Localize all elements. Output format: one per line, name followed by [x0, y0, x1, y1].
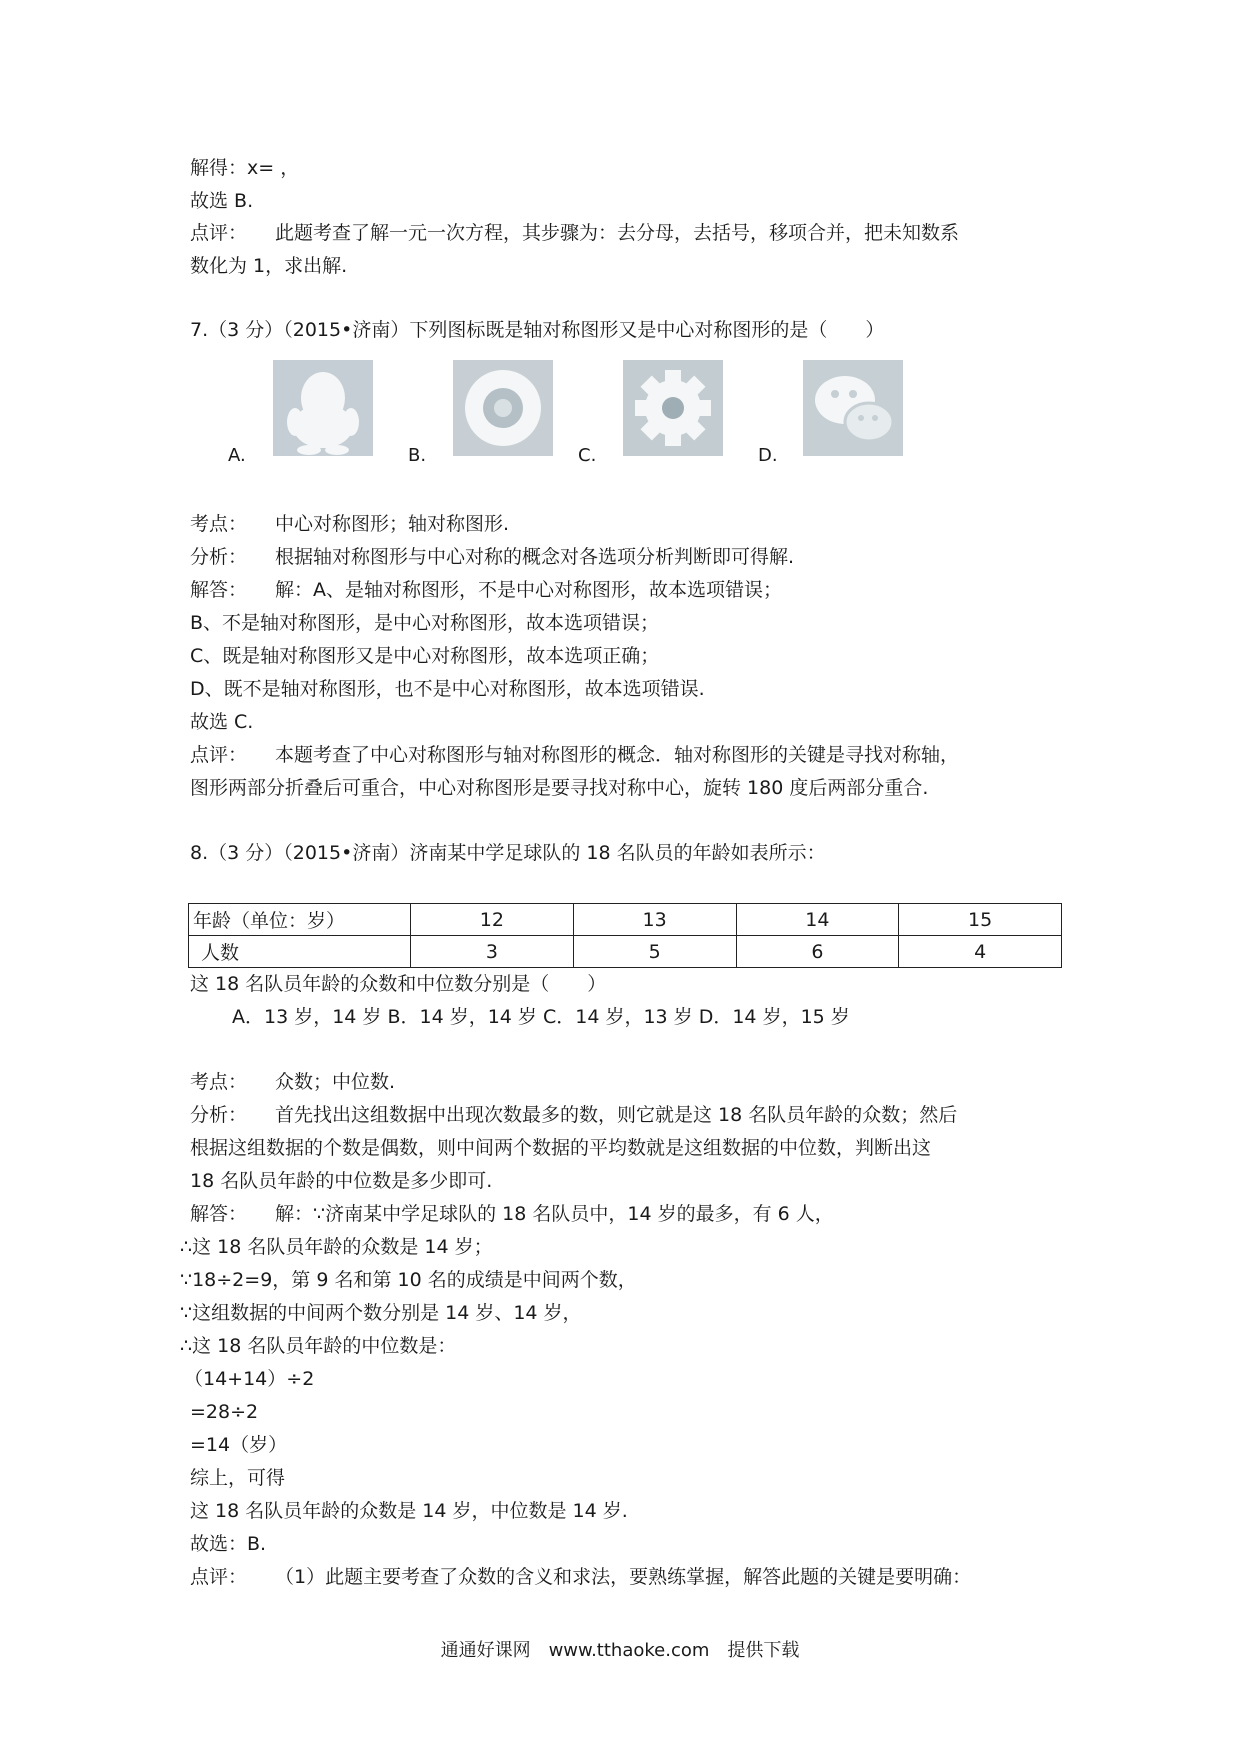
q7-options — [190, 360, 950, 470]
q6-comment-line — [190, 221, 959, 245]
q7-stem: 7.（3 分）（2015•济南）下列图标既是轴对称图形又是中心对称图形的是（ ） — [190, 319, 885, 341]
table-header-cell: 人数 — [189, 936, 411, 968]
q6-answer-line: 故选 B. — [190, 190, 254, 212]
q7-solution-line: D、既不是轴对称图形，也不是中心对称图形，故本选项错误. — [190, 678, 705, 700]
table-row — [189, 936, 1062, 968]
dianping-label: 点评： — [190, 744, 248, 766]
q8-jieda — [190, 1202, 834, 1226]
dianping-text: 本题考查了中心对称图形与轴对称图形的概念．轴对称图形的关键是寻找对称轴， — [275, 744, 960, 766]
q8-fenxi — [190, 1103, 957, 1127]
q8-fenxi-line-2: 根据这组数据的个数是偶数，则中间两个数据的平均数就是这组数据的中位数，判断出这 — [190, 1137, 932, 1159]
table-cell: 4 — [899, 936, 1062, 968]
table-cell: 14 — [736, 904, 899, 936]
kaodian-label: 考点： — [190, 1071, 248, 1093]
table-cell: 5 — [573, 936, 736, 968]
fenxi-text: 首先找出这组数据中出现次数最多的数，则它就是这 18 名队员年龄的众数；然后 — [275, 1104, 958, 1126]
fenxi-label: 分析： — [190, 546, 248, 568]
q8-solution-line: =28÷2 — [190, 1401, 259, 1423]
penguin-icon — [273, 360, 373, 456]
dianping-text: （1）此题主要考查了众数的含义和求法，要熟练掌握，解答此题的关键是要明确： — [275, 1566, 972, 1588]
table-cell: 15 — [899, 904, 1062, 936]
comment-label: 点评： — [190, 222, 248, 244]
table-header-cell: 年龄（单位：岁） — [189, 904, 411, 936]
jieda-text: 解：A、是轴对称图形，不是中心对称图形，故本选项错误； — [275, 579, 783, 601]
q8-solution-line: ∴这 18 名队员年龄的众数是 14 岁； — [180, 1236, 493, 1258]
gear-icon — [623, 360, 723, 456]
chat-bubbles-icon — [803, 360, 903, 456]
q8-question: 这 18 名队员年龄的众数和中位数分别是（ ） — [190, 973, 607, 995]
option-label: C. — [578, 445, 597, 466]
page-footer: 通通好课网 www.tthaoke.com 提供下载 — [440, 1640, 800, 1661]
q7-fenxi — [190, 545, 794, 569]
q7-jieda — [190, 578, 782, 602]
q8-stem: 8.（3 分）（2015•济南）济南某中学足球队的 18 名队员的年龄如表所示： — [190, 842, 826, 864]
fenxi-text: 根据轴对称图形与中心对称的概念对各选项分析判断即可得解. — [275, 546, 795, 568]
q6-solution-line: 解得：x= ， — [190, 157, 300, 179]
dianping-label: 点评： — [190, 1566, 248, 1588]
q7-dianping — [190, 743, 959, 767]
q8-kaodian — [190, 1070, 395, 1094]
table-cell: 6 — [736, 936, 899, 968]
q8-dianping — [190, 1565, 971, 1589]
kaodian-text: 众数；中位数. — [275, 1071, 396, 1093]
table-row — [189, 904, 1062, 936]
q7-solution-line: C、既是轴对称图形又是中心对称图形，故本选项正确； — [190, 645, 660, 667]
kaodian-text: 中心对称图形；轴对称图形. — [275, 513, 510, 535]
option-label: A. — [228, 445, 246, 466]
option-label: D. — [758, 445, 778, 466]
q8-answer-line: 故选：B. — [190, 1533, 267, 1555]
table-cell: 13 — [573, 904, 736, 936]
jieda-label: 解答： — [190, 1203, 248, 1225]
q8-solution-line: ∴这 18 名队员年龄的中位数是： — [180, 1335, 457, 1357]
q7-solution-line: B、不是轴对称图形，是中心对称图形，故本选项错误； — [190, 612, 660, 634]
q7-answer-line: 故选 C. — [190, 711, 254, 733]
aperture-ring-icon — [453, 360, 553, 456]
fenxi-label: 分析： — [190, 1104, 248, 1126]
q7-dianping-line-2: 图形两部分折叠后可重合，中心对称图形是要寻找对称中心，旋转 180 度后两部分重合. — [190, 777, 929, 799]
table-cell: 12 — [411, 904, 574, 936]
age-table — [188, 903, 1062, 968]
q8-solution-line: 这 18 名队员年龄的众数是 14 岁，中位数是 14 岁. — [190, 1500, 628, 1522]
q8-fenxi-line-3: 18 名队员年龄的中位数是多少即可. — [190, 1170, 493, 1192]
q8-solution-line: =14（岁） — [190, 1434, 288, 1456]
jieda-text: 解：∵济南某中学足球队的 18 名队员中，14 岁的最多，有 6 人， — [275, 1203, 834, 1225]
kaodian-label: 考点： — [190, 513, 248, 535]
table-cell: 3 — [411, 936, 574, 968]
q8-choices: A．13 岁，14 岁 B．14 岁，14 岁 C．14 岁，13 岁 D．14 岁，15 岁 — [232, 1006, 850, 1028]
q8-solution-line: 综上，可得 — [190, 1467, 286, 1489]
comment-text: 此题考查了解一元一次方程，其步骤为：去分母，去括号，移项合并，把未知数系 — [275, 222, 960, 244]
q8-solution-line: （14+14）÷2 — [184, 1368, 315, 1390]
q7-kaodian — [190, 512, 509, 536]
q8-solution-line: ∵这组数据的中间两个数分别是 14 岁、14 岁， — [180, 1302, 582, 1324]
q6-comment-line-2: 数化为 1，求出解. — [190, 255, 348, 277]
jieda-label: 解答： — [190, 579, 248, 601]
q8-solution-line: ∵18÷2=9，第 9 名和第 10 名的成绩是中间两个数， — [180, 1269, 637, 1291]
option-label: B. — [408, 445, 427, 466]
